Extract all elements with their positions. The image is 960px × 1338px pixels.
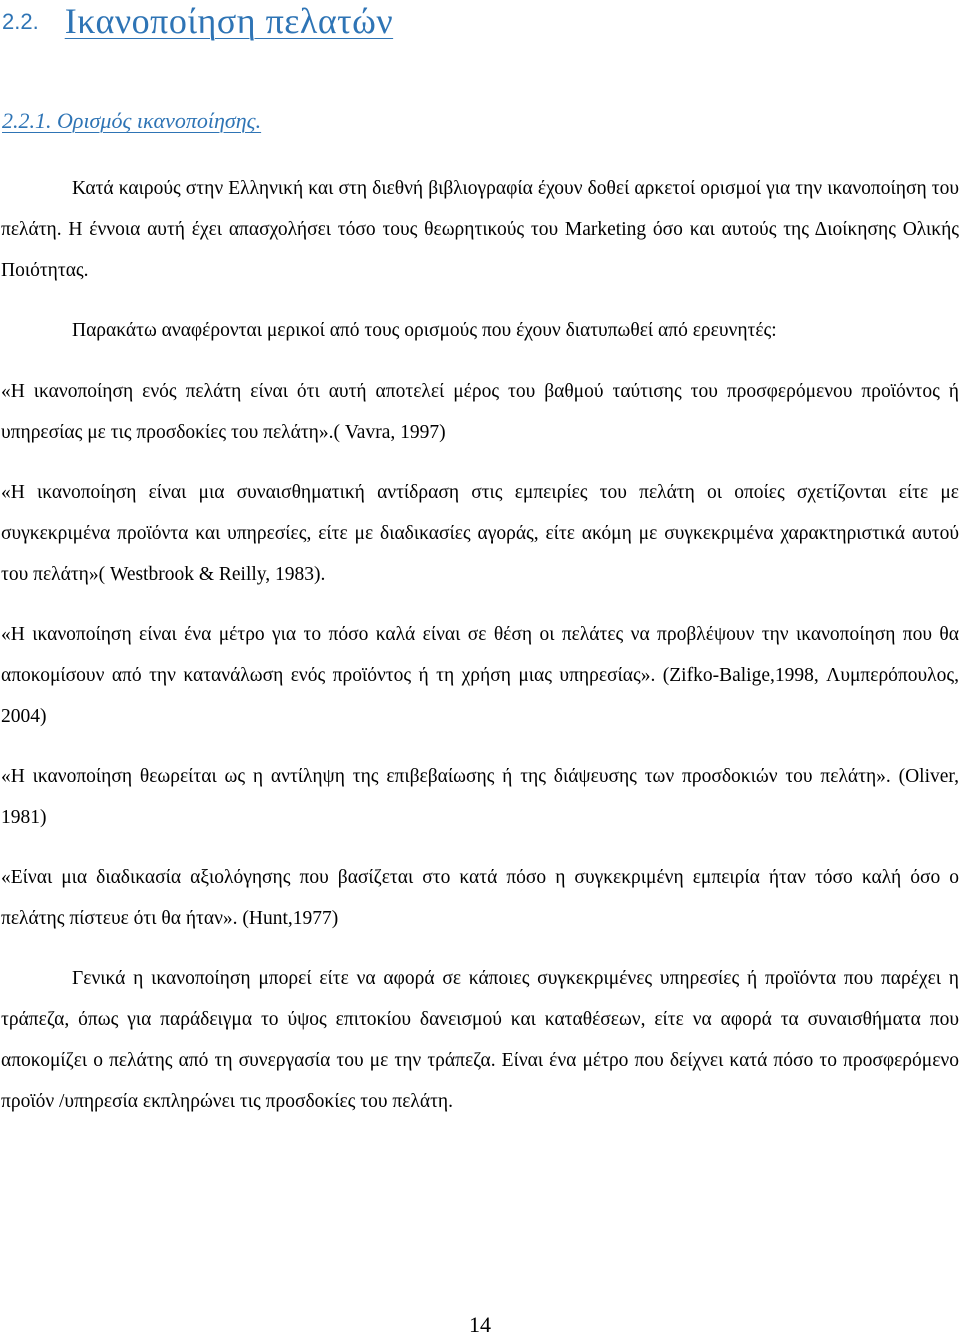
subsection-heading	[2, 108, 261, 134]
definition-quote-oliver: «Η ικανοποίηση θεωρείται ως η αντίληψη της επιβεβαίωσης ή της διάψευσης των προσδοκιών του πελάτη». (Oliver, 1981)	[1, 766, 959, 828]
page-number: 14	[469, 1312, 491, 1337]
section-title: Ικανοποίηση πελατών	[64, 1, 394, 41]
paragraph-intro: Κατά καιρούς στην Ελληνική και στη διεθνή βιβλιογραφία έχουν δοθεί αρκετοί ορισμοί για την ικανοποίηση του πελάτη. Η έννοια αυτή έχει απασχολήσει τόσο τους θεωρητικούς του Marketing όσο και αυτούς της Διοίκησης Ολικής Ποιότητας.	[1, 178, 959, 281]
paragraph-definitions-lead: Παρακάτω αναφέρονται μερικοί από τους ορισμούς που έχουν διατυπωθεί από ερευνητές:	[72, 320, 777, 341]
definition-quote-vavra: «Η ικανοποίηση ενός πελάτη είναι ότι αυτή αποτελεί μέρος του βαθμού ταύτισης του προσφερόμενου προϊόντος ή υπηρεσίας με τις προσδοκίες του πελάτη».( Vavra, 1997)	[1, 381, 959, 443]
definition-quote-westbrook: «Η ικανοποίηση είναι μια συναισθηματική αντίδραση στις εμπειρίες του πελάτη οι οποίες σχετίζονται είτε με συγκεκριμένα προϊόντα και υπηρεσίες, είτε με διαδικασίες αγοράς, είτε ακόμη με συγκεκριμένα χαρακτηριστικά αυτού του πελάτη»( Westbrook & Reilly, 1983).	[1, 482, 959, 585]
definition-quote-zifko: «Η ικανοποίηση είναι ένα μέτρο για το πόσο καλά είναι σε θέση οι πελάτες να προβλέψουν την ικανοποίηση που θα αποκομίσουν από την κατανάλωση ενός προϊόντος ή τη χρήση μιας υπηρεσίας». (Zifko-Balige,1998, Λυμπερόπουλος, 2004)	[1, 624, 959, 727]
subsection-number: 2.2.1.	[2, 108, 52, 133]
definition-quote-hunt: «Είναι μια διαδικασία αξιολόγησης που βασίζεται στο κατά πόσο η συγκεκριμένη εμπειρία ήταν τόσο καλή όσο ο πελάτης πίστευε ότι θα ήταν». (Hunt,1977)	[1, 867, 959, 929]
section-number: 2.2.	[2, 9, 39, 34]
subsection-title: Ορισμός ικανοποίησης.	[57, 108, 262, 133]
section-heading	[2, 0, 952, 50]
paragraph-conclusion: Γενικά η ικανοποίηση μπορεί είτε να αφορά σε κάποιες συγκεκριμένες υπηρεσίες ή προϊόντα που παρέχει η τράπεζα, όπως για παράδειγμα το ύψος επιτοκίου δανεισμού και καταθέσεων, είτε να αφορά τα συναισθήματα που αποκομίζει ο πελάτης από τη συνεργασία του με την τράπεζα. Είναι ένα μέτρο που δείχνει κατά πόσο το προσφερόμενο προϊόν /υπηρεσία εκπληρώνει τις προσδοκίες του πελάτη.	[1, 968, 959, 1112]
